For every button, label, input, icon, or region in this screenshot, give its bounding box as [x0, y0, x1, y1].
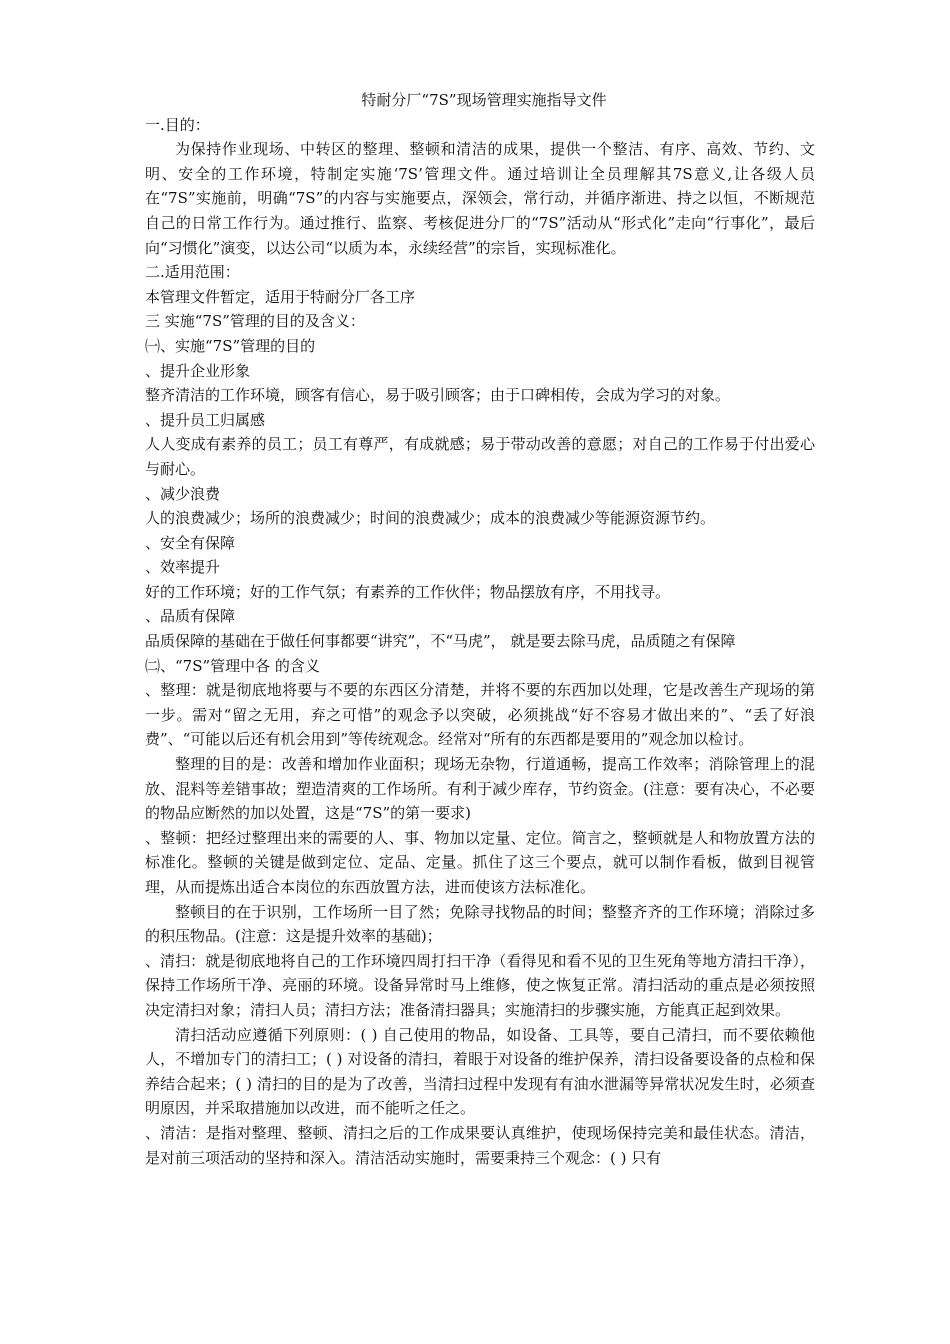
section-heading-purpose: 一.目的：	[145, 115, 210, 134]
meaning-sort-purpose-paragraph: 整理的目的是：改善和增加作业面积；现场无杂物，行道通畅，提高工作效率；消除管理上的混放、混料等差错事故；塑造清爽的工作场所。有利于减少库存，节约资金。(注意：要有决心，不必要的物品应断然的加以处置，这是“7S”的第一要求)	[145, 755, 815, 823]
meaning-standardize-paragraph: 、清洁：是指对整理、整顿、清扫之后的工作成果要认真维护，使现场保持完美和最佳状态。清洁，是对前三项活动的坚持和深入。清洁活动实施时，需要秉持三个观念：( ) 只有	[145, 1123, 815, 1167]
meaning-sort-paragraph: 、整理：就是彻底地将要与不要的东西区分清楚，并将不要的东西加以处理，它是改善生产现场的第一步。需对“留之无用，弃之可惜”的观念予以突破，必须挑战“好不容易才做出来的”、“丢了好浪费”、“可能以后还有机会用到”等传统观念。经常对“所有的东西都是要用的”观念加以检讨。	[145, 681, 815, 749]
section-heading-implementation: 三 实施“7S”管理的目的及含义：	[145, 312, 365, 331]
meaning-set-in-order-paragraph: 、整顿：把经过整理出来的需要的人、事、物加以定量、定位。简言之，整顿就是人和物放置方法的标准化。整顿的关键是做到定位、定品、定量。抓住了这三个要点，就可以制作看板，做到目视管理，从而提炼出适合本岗位的东西放置方法，进而使该方法标准化。	[145, 828, 815, 896]
goal-item-heading: 、安全有保障	[145, 533, 236, 552]
subsection-heading-goals: ㈠、实施“7S”管理的目的	[145, 336, 316, 355]
goal-item-text: 品质保障的基础在于做任何事都要“讲究”，不“马虎”， 就是要去除马虎，品质随之有保障	[145, 632, 736, 651]
scope-paragraph: 本管理文件暂定，适用于特耐分厂各工序	[145, 287, 416, 306]
purpose-paragraph: 为保持作业现场、中转区的整理、整顿和清洁的成果，提供一个整洁、有序、高效、节约、文明、安全的工作环境，特制定实施‘7S’管理文件。通过培训让全员理解其7S意义,让各级人员在“7S”实施前，明确“7S”的内容与实施要点，深领会，常行动，并循序渐进、持之以恒，不断规范自己的日常工作行为。通过推行、监察、考核促进分厂的“7S”活动从“形式化”走向“行事化”，最后向“习惯化”演变，以达公司“以质为本，永续经营”的宗旨，实现标准化。	[145, 140, 815, 257]
goal-item-heading: 、提升员工归属感	[145, 410, 266, 429]
document-page	[145, 88, 815, 1170]
meaning-shine-principles-paragraph: 清扫活动应遵循下列原则：( ) 自己使用的物品，如设备、工具等，要自己清扫，而不要依赖他人，不增加专门的清扫工；( ) 对设备的清扫，着眼于对设备的维护保养，清扫设备要设备的点检和保养结合起来；( ) 清扫的目的是为了改善，当清扫过程中发现有有油水泄漏等异常状况发生时，必须查明原因，并采取措施加以改进，而不能听之任之。	[145, 1025, 815, 1118]
goal-item-heading: 、品质有保障	[145, 607, 236, 626]
goal-item-heading: 、效率提升	[145, 558, 221, 577]
goal-item-text: 人人变成有素养的员工；员工有尊严，有成就感；易于带动改善的意愿；对自己的工作易于付出爱心与耐心。	[145, 435, 815, 478]
goal-item-text: 好的工作环境；好的工作气氛；有素养的工作伙伴；物品摆放有序，不用找寻。	[145, 582, 671, 601]
subsection-heading-meanings: ㈡、“7S”管理中各 的含义	[145, 656, 320, 675]
document-title: 特耐分厂“7S”现场管理实施指导文件	[361, 91, 607, 109]
goal-item-heading: 、提升企业形象	[145, 361, 251, 380]
goal-item-text: 整齐清洁的工作环境，顾客有信心，易于吸引顾客；由于口碑相传，会成为学习的对象。	[145, 386, 731, 405]
goal-item-heading: 、减少浪费	[145, 484, 221, 503]
section-heading-scope: 二.适用范围：	[145, 263, 240, 282]
goal-item-text: 人的浪费减少；场所的浪费减少；时间的浪费减少；成本的浪费减少等能源资源节约。	[145, 509, 716, 528]
meaning-shine-paragraph: 、清扫：就是彻底地将自己的工作环境四周打扫干净（看得见和看不见的卫生死角等地方清扫干净），保持工作场所干净、亮丽的环境。设备异常时马上维修，使之恢复正常。清扫活动的重点是必须按照决定清扫对象；清扫人员；清扫方法；准备清扫器具；实施清扫的步骤实施，方能真正起到效果。	[145, 951, 815, 1019]
meaning-set-in-order-purpose-paragraph: 整顿目的在于识别，工作场所一目了然；免除寻找物品的时间；整整齐齐的工作环境；消除过多的积压物品。(注意：这是提升效率的基础)；	[145, 902, 815, 946]
